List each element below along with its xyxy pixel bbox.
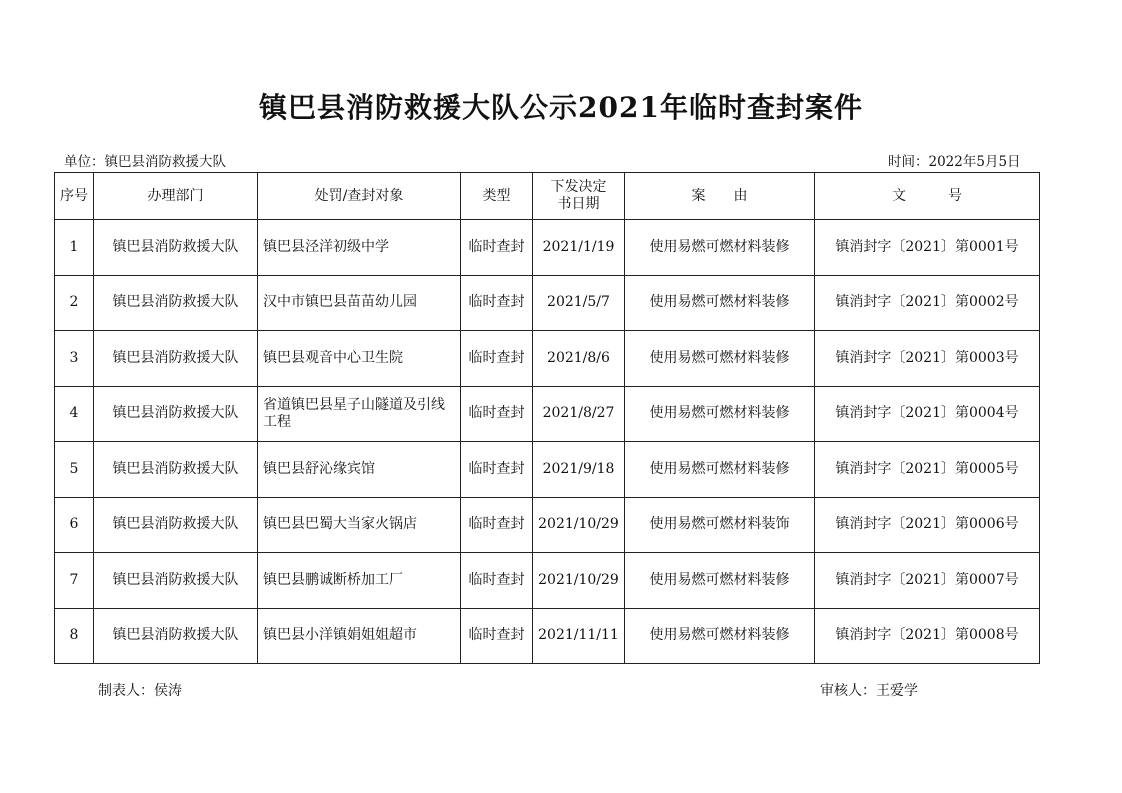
- page-title: 镇巴县消防救援大队公示2021年临时查封案件: [259, 91, 863, 124]
- cell-type: 临时查封: [461, 220, 533, 276]
- cell-type: 临时查封: [461, 608, 533, 664]
- cell-no: 6: [55, 497, 94, 553]
- cell-reason: 使用易燃可燃材料装修: [625, 442, 815, 498]
- cell-target: 镇巴县巴蜀大当家火锅店: [258, 497, 461, 553]
- cell-doc: 镇消封字〔2021〕第0002号: [815, 275, 1040, 331]
- cell-target: 省道镇巴县星子山隧道及引线工程: [258, 386, 461, 442]
- cell-reason: 使用易燃可燃材料装修: [625, 608, 815, 664]
- table-row: [55, 220, 1040, 276]
- header-dept: 办理部门: [94, 173, 258, 220]
- cell-date: 2021/10/29: [533, 497, 625, 553]
- cell-date: 2021/10/29: [533, 553, 625, 609]
- cell-type: 临时查封: [461, 553, 533, 609]
- cell-type: 临时查封: [461, 442, 533, 498]
- table-row: [55, 442, 1040, 498]
- cell-target: 镇巴县泾洋初级中学: [258, 220, 461, 276]
- cell-dept: 镇巴县消防救援大队: [94, 608, 258, 664]
- cell-dept: 镇巴县消防救援大队: [94, 553, 258, 609]
- cell-dept: 镇巴县消防救援大队: [94, 331, 258, 387]
- preparer-label: 制表人：侯涛: [98, 683, 182, 699]
- cell-date: 2021/5/7: [533, 275, 625, 331]
- cell-reason: 使用易燃可燃材料装修: [625, 553, 815, 609]
- cell-target: 镇巴县舒沁缘宾馆: [258, 442, 461, 498]
- cell-target: 镇巴县观音中心卫生院: [258, 331, 461, 387]
- table-row: [55, 331, 1040, 387]
- cell-target: 汉中市镇巴县苗苗幼儿园: [258, 275, 461, 331]
- case-table: [54, 172, 1040, 664]
- cell-no: 1: [55, 220, 94, 276]
- table-row: [55, 553, 1040, 609]
- cell-doc: 镇消封字〔2021〕第0006号: [815, 497, 1040, 553]
- header-no: 序号: [55, 173, 94, 220]
- cell-date: 2021/8/27: [533, 386, 625, 442]
- cell-reason: 使用易燃可燃材料装修: [625, 386, 815, 442]
- cell-type: 临时查封: [461, 497, 533, 553]
- cell-doc: 镇消封字〔2021〕第0005号: [815, 442, 1040, 498]
- cell-no: 4: [55, 386, 94, 442]
- cell-no: 3: [55, 331, 94, 387]
- cell-date: 2021/1/19: [533, 220, 625, 276]
- cell-no: 5: [55, 442, 94, 498]
- cell-doc: 镇消封字〔2021〕第0003号: [815, 331, 1040, 387]
- header-date-line1: 下发决定: [550, 179, 607, 195]
- cell-reason: 使用易燃可燃材料装修: [625, 220, 815, 276]
- cell-target: 镇巴县小洋镇娟姐姐超市: [258, 608, 461, 664]
- cell-no: 7: [55, 553, 94, 609]
- cell-doc: 镇消封字〔2021〕第0007号: [815, 553, 1040, 609]
- cell-dept: 镇巴县消防救援大队: [94, 386, 258, 442]
- cell-dept: 镇巴县消防救援大队: [94, 497, 258, 553]
- table-row: [55, 275, 1040, 331]
- cell-date: 2021/11/11: [533, 608, 625, 664]
- header-date: [533, 173, 625, 220]
- table-header-row: [55, 173, 1040, 220]
- cell-type: 临时查封: [461, 331, 533, 387]
- cell-date: 2021/9/18: [533, 442, 625, 498]
- header-doc: 文 号: [815, 173, 1040, 220]
- cell-reason: 使用易燃可燃材料装修: [625, 275, 815, 331]
- table-row: [55, 386, 1040, 442]
- header-reason: 案 由: [625, 173, 815, 220]
- cell-no: 8: [55, 608, 94, 664]
- header-date-line2: 书日期: [557, 196, 600, 212]
- cell-target: 镇巴县鹏诚断桥加工厂: [258, 553, 461, 609]
- header-type: 类型: [461, 173, 533, 220]
- table-row: [55, 608, 1040, 664]
- reviewer-label: 审核人：王爱学: [820, 683, 918, 699]
- cell-type: 临时查封: [461, 386, 533, 442]
- cell-dept: 镇巴县消防救援大队: [94, 442, 258, 498]
- cell-doc: 镇消封字〔2021〕第0008号: [815, 608, 1040, 664]
- table-row: [55, 497, 1040, 553]
- cell-reason: 使用易燃可燃材料装饰: [625, 497, 815, 553]
- cell-type: 临时查封: [461, 275, 533, 331]
- cell-dept: 镇巴县消防救援大队: [94, 220, 258, 276]
- cell-dept: 镇巴县消防救援大队: [94, 275, 258, 331]
- date-label: 时间：2022年5月5日: [888, 154, 1021, 170]
- cell-reason: 使用易燃可燃材料装修: [625, 331, 815, 387]
- cell-doc: 镇消封字〔2021〕第0001号: [815, 220, 1040, 276]
- unit-label: 单位：镇巴县消防救援大队: [64, 154, 226, 170]
- cell-date: 2021/8/6: [533, 331, 625, 387]
- header-target: 处罚/查封对象: [258, 173, 461, 220]
- cell-doc: 镇消封字〔2021〕第0004号: [815, 386, 1040, 442]
- cell-no: 2: [55, 275, 94, 331]
